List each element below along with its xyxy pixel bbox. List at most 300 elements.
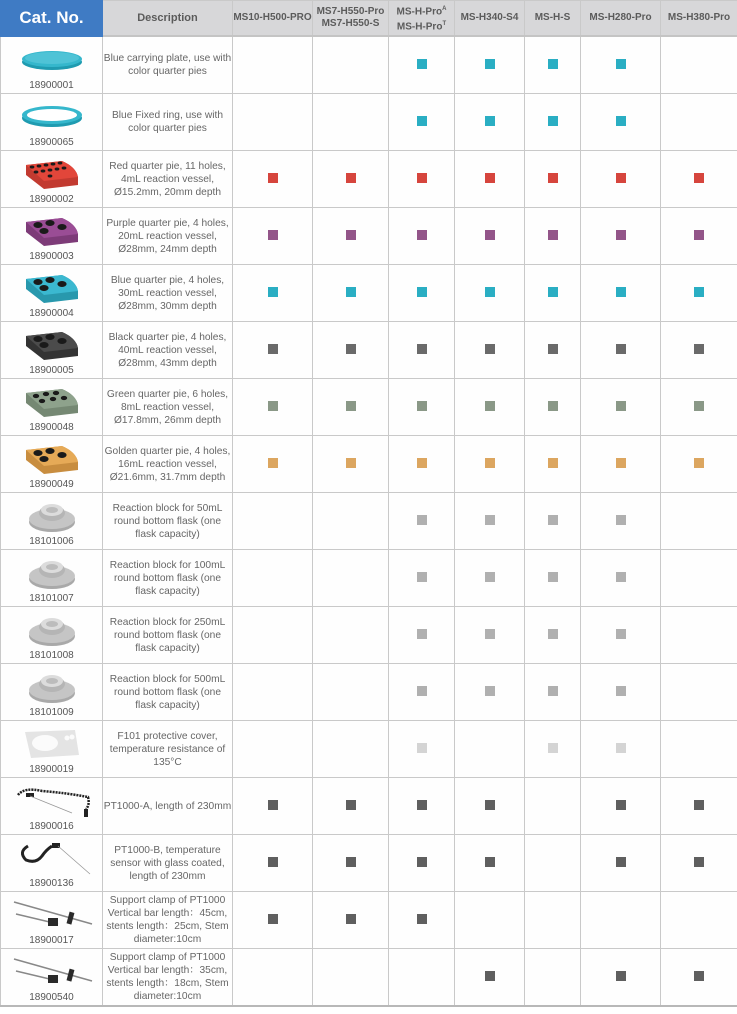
cat-number: 18900540 (29, 991, 74, 1003)
cat-no-cell (1, 436, 103, 493)
compatible-square-icon (268, 800, 278, 810)
compatible-square-icon (417, 344, 427, 354)
description-cell: Black quarter pie, 4 holes, 40mL reaction vessel, Ø28mm, 43mm depth (103, 322, 233, 379)
cat-number: 18101006 (29, 535, 74, 547)
compat-cell-ms-h340-s4 (455, 892, 525, 949)
table-row (1, 265, 737, 322)
cat-number: 18900001 (29, 79, 74, 91)
compat-cell-ms-h340-s4 (455, 493, 525, 550)
compat-cell-ms-h380-pro (661, 208, 737, 265)
compatible-square-icon (346, 401, 356, 411)
compatible-square-icon (485, 971, 495, 981)
compatible-square-icon (346, 914, 356, 924)
header-ms-h280-pro: MS-H280-Pro (581, 1, 661, 37)
compat-cell-ms7-h550 (313, 550, 389, 607)
compat-cell-ms-h280-pro (581, 208, 661, 265)
compat-cell-ms7-h550 (313, 265, 389, 322)
compatible-square-icon (346, 287, 356, 297)
compat-cell-ms-h380-pro (661, 436, 737, 493)
cat-number: 18900016 (29, 820, 74, 832)
table-row (1, 436, 737, 493)
compat-cell-ms-h380-pro (661, 265, 737, 322)
compatible-square-icon (485, 344, 495, 354)
compatible-square-icon (548, 344, 558, 354)
compatible-square-icon (616, 230, 626, 240)
compatible-square-icon (485, 173, 495, 183)
header-sup-t: T (442, 21, 447, 27)
cat-number: 18900002 (29, 193, 74, 205)
compatible-square-icon (346, 458, 356, 468)
compatible-square-icon (616, 572, 626, 582)
compat-cell-ms-h-pro (389, 265, 455, 322)
reaction-block-100ml-icon (1, 554, 102, 592)
compat-cell-ms-h280-pro (581, 322, 661, 379)
compat-cell-ms-h340-s4 (455, 664, 525, 721)
compatible-square-icon (346, 857, 356, 867)
blue-fixed-ring-icon (1, 98, 102, 136)
compat-cell-ms-h380-pro (661, 721, 737, 778)
cat-number: 18900017 (29, 934, 74, 946)
compat-cell-ms-h-pro (389, 835, 455, 892)
compatible-square-icon (346, 800, 356, 810)
compat-cell-ms-h-pro (389, 151, 455, 208)
compat-cell-ms7-h550 (313, 151, 389, 208)
reaction-block-500ml-icon (1, 668, 102, 706)
compat-cell-ms-h-pro (389, 379, 455, 436)
compatible-square-icon (694, 344, 704, 354)
compatible-square-icon (268, 401, 278, 411)
cat-number: 18101008 (29, 649, 74, 661)
compatible-square-icon (694, 230, 704, 240)
compat-cell-ms-h280-pro (581, 835, 661, 892)
table-row (1, 949, 737, 1007)
compat-cell-ms-h280-pro (581, 436, 661, 493)
compat-cell-ms-h280-pro (581, 265, 661, 322)
description-cell: F101 protective cover, temperature resistance of 135°C (103, 721, 233, 778)
cat-no-cell (1, 607, 103, 664)
compat-cell-ms7-h550 (313, 322, 389, 379)
compat-cell-ms-h280-pro (581, 151, 661, 208)
compat-cell-ms-h-s (525, 436, 581, 493)
compat-cell-ms-h-s (525, 664, 581, 721)
compat-cell-ms10-h500-pro (233, 778, 313, 835)
compatible-square-icon (616, 287, 626, 297)
cat-number: 18900019 (29, 763, 74, 775)
compat-cell-ms-h380-pro (661, 892, 737, 949)
compat-cell-ms-h-pro (389, 949, 455, 1007)
table-row (1, 322, 737, 379)
compat-cell-ms-h340-s4 (455, 208, 525, 265)
compat-cell-ms-h380-pro (661, 493, 737, 550)
compatible-square-icon (694, 401, 704, 411)
compatible-square-icon (548, 230, 558, 240)
compat-cell-ms-h340-s4 (455, 379, 525, 436)
compat-cell-ms-h380-pro (661, 94, 737, 151)
compat-cell-ms-h280-pro (581, 949, 661, 1007)
cat-no-cell (1, 493, 103, 550)
compatible-square-icon (485, 59, 495, 69)
compat-cell-ms7-h550 (313, 892, 389, 949)
table-body (1, 36, 737, 1006)
compat-cell-ms7-h550 (313, 208, 389, 265)
pt1000-a-sensor-icon (1, 782, 102, 820)
description-cell: Support clamp of PT1000 Vertical bar length：35cm, stents length：18cm, Stem diameter:10cm (103, 949, 233, 1007)
table-row (1, 208, 737, 265)
compatible-square-icon (417, 287, 427, 297)
compatible-square-icon (616, 59, 626, 69)
compat-cell-ms-h-s (525, 379, 581, 436)
compatible-square-icon (417, 857, 427, 867)
compat-cell-ms7-h550 (313, 94, 389, 151)
compatible-square-icon (616, 344, 626, 354)
description-cell: Blue quarter pie, 4 holes, 30mL reaction vessel, Ø28mm, 30mm depth (103, 265, 233, 322)
compat-cell-ms-h-s (525, 949, 581, 1007)
purple-quarter-pie-icon (1, 212, 102, 250)
compatible-square-icon (548, 629, 558, 639)
compatible-square-icon (417, 458, 427, 468)
compat-cell-ms-h-s (525, 94, 581, 151)
compatible-square-icon (694, 287, 704, 297)
compat-cell-ms-h-pro (389, 493, 455, 550)
reaction-block-50ml-icon (1, 497, 102, 535)
compat-cell-ms-h-s (525, 265, 581, 322)
compat-cell-ms7-h550 (313, 949, 389, 1007)
header-ms-h-pro-a-label: MS-H-Pro (396, 6, 443, 17)
compatible-square-icon (616, 686, 626, 696)
compat-cell-ms-h280-pro (581, 721, 661, 778)
compatible-square-icon (417, 59, 427, 69)
compat-cell-ms-h280-pro (581, 94, 661, 151)
compat-cell-ms-h340-s4 (455, 835, 525, 892)
table-row (1, 151, 737, 208)
cat-number: 18900065 (29, 136, 74, 148)
header-ms10-h500-pro: MS10-H500-PRO (233, 1, 313, 37)
compatible-square-icon (485, 800, 495, 810)
header-ms-h-pro-t-label: MS-H-Pro (396, 21, 443, 33)
golden-quarter-pie-icon (1, 440, 102, 478)
compatible-square-icon (268, 458, 278, 468)
description-cell: Reaction block for 500mL round bottom flask (one flask capacity) (103, 664, 233, 721)
compat-cell-ms-h-pro (389, 607, 455, 664)
compat-cell-ms-h-pro (389, 721, 455, 778)
table-row (1, 607, 737, 664)
compatible-square-icon (417, 914, 427, 924)
compat-cell-ms-h-pro (389, 208, 455, 265)
compat-cell-ms10-h500-pro (233, 379, 313, 436)
compat-cell-ms-h340-s4 (455, 265, 525, 322)
compat-cell-ms10-h500-pro (233, 664, 313, 721)
table-row (1, 892, 737, 949)
compatible-square-icon (485, 629, 495, 639)
blue-carrying-plate-icon (1, 41, 102, 79)
compat-cell-ms-h380-pro (661, 151, 737, 208)
compat-cell-ms10-h500-pro (233, 949, 313, 1007)
compat-cell-ms-h280-pro (581, 607, 661, 664)
compat-cell-ms10-h500-pro (233, 550, 313, 607)
header-ms-h-pro (389, 1, 455, 37)
description-cell: Reaction block for 50mL round bottom flask (one flask capacity) (103, 493, 233, 550)
description-cell: Green quarter pie, 6 holes, 8mL reaction vessel, Ø17.8mm, 26mm depth (103, 379, 233, 436)
compat-cell-ms-h380-pro (661, 835, 737, 892)
cat-no-cell (1, 835, 103, 892)
compat-cell-ms-h280-pro (581, 664, 661, 721)
compat-cell-ms-h-pro (389, 892, 455, 949)
compat-cell-ms10-h500-pro (233, 36, 313, 94)
compat-cell-ms-h340-s4 (455, 778, 525, 835)
compat-cell-ms-h-pro (389, 94, 455, 151)
description-cell: Golden quarter pie, 4 holes, 16mL reaction vessel, Ø21.6mm, 31.7mm depth (103, 436, 233, 493)
compat-cell-ms10-h500-pro (233, 493, 313, 550)
compat-cell-ms7-h550 (313, 835, 389, 892)
compatible-square-icon (548, 743, 558, 753)
compat-cell-ms-h-s (525, 36, 581, 94)
compat-cell-ms-h-pro (389, 550, 455, 607)
header-sup-a: A (442, 5, 447, 12)
header-ms-h-pro-t (389, 18, 454, 33)
compat-cell-ms-h-s (525, 550, 581, 607)
header-ms-h-s: MS-H-S (525, 1, 581, 37)
compat-cell-ms-h-s (525, 493, 581, 550)
cat-no-cell (1, 379, 103, 436)
red-quarter-pie-icon (1, 155, 102, 193)
description-cell: Red quarter pie, 11 holes, 4mL reaction vessel, Ø15.2mm, 20mm depth (103, 151, 233, 208)
compat-cell-ms10-h500-pro (233, 208, 313, 265)
compat-cell-ms-h380-pro (661, 550, 737, 607)
compatible-square-icon (417, 629, 427, 639)
compatible-square-icon (346, 230, 356, 240)
compatible-square-icon (548, 686, 558, 696)
compat-cell-ms-h-s (525, 892, 581, 949)
compat-cell-ms-h-s (525, 835, 581, 892)
compat-cell-ms-h-pro (389, 36, 455, 94)
description-cell: Blue carrying plate, use with color quarter pies (103, 36, 233, 94)
compatible-square-icon (417, 800, 427, 810)
cat-no-cell (1, 778, 103, 835)
description-cell: Reaction block for 100mL round bottom flask (one flask capacity) (103, 550, 233, 607)
compatible-square-icon (268, 344, 278, 354)
compatible-square-icon (694, 971, 704, 981)
pt1000-b-sensor-icon (1, 839, 102, 877)
description-cell: Support clamp of PT1000 Vertical bar length：45cm, stents length：25cm, Stem diameter:10cm (103, 892, 233, 949)
compatible-square-icon (485, 686, 495, 696)
compat-cell-ms10-h500-pro (233, 607, 313, 664)
compatible-square-icon (694, 173, 704, 183)
compatible-square-icon (548, 401, 558, 411)
protective-cover-icon (1, 725, 102, 763)
compatible-square-icon (485, 572, 495, 582)
table-row (1, 493, 737, 550)
compat-cell-ms-h380-pro (661, 664, 737, 721)
compat-cell-ms-h380-pro (661, 778, 737, 835)
cat-number: 18900003 (29, 250, 74, 262)
description-cell: Purple quarter pie, 4 holes, 20mL reaction vessel, Ø28mm, 24mm depth (103, 208, 233, 265)
compat-cell-ms10-h500-pro (233, 892, 313, 949)
cat-no-cell (1, 550, 103, 607)
compat-cell-ms-h340-s4 (455, 36, 525, 94)
table-row (1, 36, 737, 94)
cat-number: 18101009 (29, 706, 74, 718)
compat-cell-ms-h340-s4 (455, 94, 525, 151)
table-row (1, 721, 737, 778)
cat-number: 18900049 (29, 478, 74, 490)
header-ms7-h550-s: MS7-H550-S (321, 18, 380, 29)
compat-cell-ms-h280-pro (581, 550, 661, 607)
compatible-square-icon (548, 458, 558, 468)
compat-cell-ms10-h500-pro (233, 835, 313, 892)
compat-cell-ms-h380-pro (661, 379, 737, 436)
compatible-square-icon (616, 971, 626, 981)
description-cell: Blue Fixed ring, use with color quarter pies (103, 94, 233, 151)
compatible-square-icon (268, 287, 278, 297)
compatible-square-icon (548, 287, 558, 297)
compat-cell-ms10-h500-pro (233, 265, 313, 322)
compat-cell-ms-h380-pro (661, 607, 737, 664)
cat-no-cell (1, 664, 103, 721)
reaction-block-250ml-icon (1, 611, 102, 649)
compatible-square-icon (268, 914, 278, 924)
compat-cell-ms7-h550 (313, 379, 389, 436)
compatible-square-icon (417, 686, 427, 696)
compatible-square-icon (417, 230, 427, 240)
compat-cell-ms-h380-pro (661, 36, 737, 94)
compatible-square-icon (548, 173, 558, 183)
compat-cell-ms10-h500-pro (233, 721, 313, 778)
compatible-square-icon (268, 230, 278, 240)
compatible-square-icon (417, 572, 427, 582)
compat-cell-ms-h280-pro (581, 778, 661, 835)
compatible-square-icon (548, 515, 558, 525)
table-row (1, 379, 737, 436)
compatible-square-icon (616, 515, 626, 525)
compatible-square-icon (485, 857, 495, 867)
compat-cell-ms7-h550 (313, 607, 389, 664)
compatible-square-icon (346, 344, 356, 354)
compatible-square-icon (417, 173, 427, 183)
compatible-square-icon (616, 629, 626, 639)
cat-number: 18900136 (29, 877, 74, 889)
compatible-square-icon (485, 116, 495, 126)
table-row (1, 94, 737, 151)
table-row (1, 550, 737, 607)
header-row (1, 1, 737, 37)
cat-no-cell (1, 36, 103, 94)
support-clamp-icon (1, 953, 102, 991)
compat-cell-ms7-h550 (313, 778, 389, 835)
compat-cell-ms-h280-pro (581, 379, 661, 436)
compat-cell-ms10-h500-pro (233, 436, 313, 493)
compatible-square-icon (616, 800, 626, 810)
compatible-square-icon (417, 743, 427, 753)
table-row (1, 664, 737, 721)
table-row (1, 835, 737, 892)
compat-cell-ms-h340-s4 (455, 322, 525, 379)
black-quarter-pie-icon (1, 326, 102, 364)
compat-cell-ms-h280-pro (581, 892, 661, 949)
compatible-square-icon (616, 173, 626, 183)
green-quarter-pie-icon (1, 383, 102, 421)
compatible-square-icon (268, 857, 278, 867)
compat-cell-ms-h-pro (389, 322, 455, 379)
compat-cell-ms-h-s (525, 322, 581, 379)
header-ms7-h550-pro: MS7-H550-Pro (316, 6, 385, 17)
blue-quarter-pie-icon (1, 269, 102, 307)
compat-cell-ms-h280-pro (581, 36, 661, 94)
cat-no-cell (1, 265, 103, 322)
cat-no-cell (1, 322, 103, 379)
compatible-square-icon (417, 401, 427, 411)
compatible-square-icon (694, 800, 704, 810)
compat-cell-ms-h-s (525, 778, 581, 835)
compat-cell-ms-h-s (525, 607, 581, 664)
compat-cell-ms7-h550 (313, 664, 389, 721)
cat-no-cell (1, 949, 103, 1007)
compat-cell-ms10-h500-pro (233, 94, 313, 151)
compatible-square-icon (485, 515, 495, 525)
compat-cell-ms-h280-pro (581, 493, 661, 550)
compatible-square-icon (616, 857, 626, 867)
compat-cell-ms-h340-s4 (455, 607, 525, 664)
cat-number: 18101007 (29, 592, 74, 604)
compat-cell-ms-h380-pro (661, 949, 737, 1007)
compat-cell-ms-h340-s4 (455, 721, 525, 778)
cat-number: 18900004 (29, 307, 74, 319)
compatible-square-icon (616, 116, 626, 126)
header-description: Description (103, 1, 233, 37)
table-row (1, 778, 737, 835)
compat-cell-ms-h-s (525, 208, 581, 265)
cat-no-cell (1, 94, 103, 151)
compatible-square-icon (268, 173, 278, 183)
description-cell: PT1000-B, temperature sensor with glass coated, length of 230mm (103, 835, 233, 892)
compat-cell-ms-h-pro (389, 664, 455, 721)
compatible-square-icon (485, 287, 495, 297)
compatible-square-icon (417, 515, 427, 525)
compatible-square-icon (417, 116, 427, 126)
cat-number: 18900005 (29, 364, 74, 376)
compatible-square-icon (346, 173, 356, 183)
cat-number: 18900048 (29, 421, 74, 433)
cat-no-cell (1, 892, 103, 949)
header-cat-no: Cat. No. (1, 1, 103, 37)
cat-no-cell (1, 721, 103, 778)
compatible-square-icon (616, 743, 626, 753)
description-cell: Reaction block for 250mL round bottom flask (one flask capacity) (103, 607, 233, 664)
compat-cell-ms7-h550 (313, 493, 389, 550)
compatible-square-icon (548, 572, 558, 582)
cat-no-cell (1, 151, 103, 208)
compat-cell-ms-h380-pro (661, 322, 737, 379)
compat-cell-ms10-h500-pro (233, 322, 313, 379)
compat-cell-ms-h340-s4 (455, 949, 525, 1007)
compat-cell-ms-h340-s4 (455, 151, 525, 208)
compatible-square-icon (548, 59, 558, 69)
header-ms7-h550 (313, 1, 389, 37)
compatible-square-icon (485, 458, 495, 468)
compatible-square-icon (616, 458, 626, 468)
compat-cell-ms-h-s (525, 721, 581, 778)
header-ms-h380-pro: MS-H380-Pro (661, 1, 737, 37)
compatible-square-icon (616, 401, 626, 411)
compat-cell-ms-h340-s4 (455, 436, 525, 493)
support-clamp-icon (1, 896, 102, 934)
compat-cell-ms7-h550 (313, 436, 389, 493)
compatible-square-icon (694, 458, 704, 468)
compat-cell-ms-h-pro (389, 778, 455, 835)
cat-no-cell (1, 208, 103, 265)
compat-cell-ms7-h550 (313, 36, 389, 94)
compat-cell-ms7-h550 (313, 721, 389, 778)
header-ms-h-pro-a (389, 3, 454, 18)
